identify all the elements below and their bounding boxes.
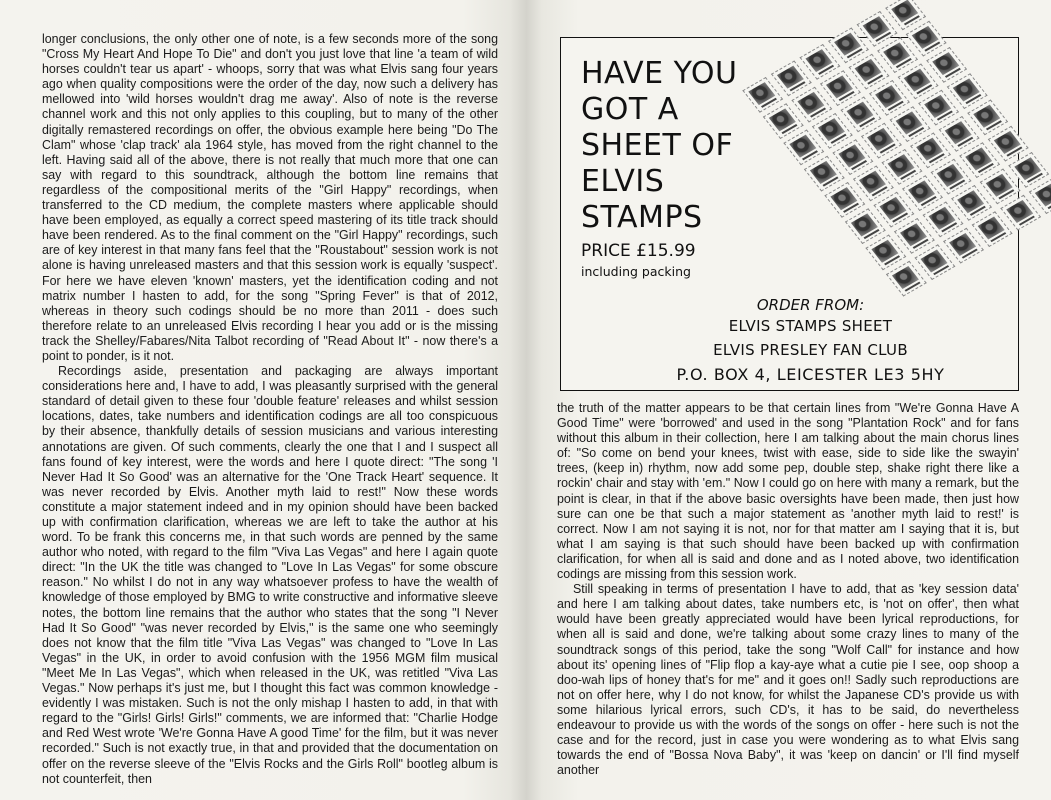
advert-headline-line-4: ELVIS [581,164,665,199]
left-paragraph-2: Recordings aside, presentation and packaging are always important considerations here and, I have to add, I was pleasantly surprised with the general standard of detail given to these four 'double feature' releases and whilst session locations, dates, take numbers and identification codings are all too conspicuous by their absence, thankfully details of session musicians and various interesting annotations are given. Of such comments, clearly the one that I and I suspect all fans found of key interest, were the words and here I quote direct: "The song 'I Never Had It So Good' was an alternative for the 'One Track Heart' sequence. It was never recorded by Elvis. Another myth laid to rest!" Now these words constitute a major statement indeed and in my opinion should have been backed up with confirmation clarification, whereas we are left to take the author at his word. To be frank this concerns me, in that such words are penned by the same author who noted, with regard to the film "Viva Las Vegas" and here I again quote direct: "In the UK the title was changed to "Love In Las Vegas" for some obscure reason." No whilst I do not in any way whatsoever profess to have the wealth of knowledge of those employed by BMG to write constructive and informative sleeve notes, the bottom line remains that the author who states that the song "I Never Had It So Good" "was never recorded by Elvis," is the same one who seemingly does not know that the film title "Viva Las Vegas" was changed to "Love In Las Vegas" in the UK, in order to avoid confusion with the 1956 MGM film musical "Meet Me In Las Vegas", which when released in the UK, was retitled "Viva Las Vegas." Now perhaps it's just me, but I thought this fact was common knowledge - evidently I was mistaken. Such is not the only mishap I hasten to add, in that with regard to the "Girls! Girls! Girls!" comments, we are informed that: "Charlie Hodge and Red West wrote 'We're Gonna Have A good Time' for the film, but it was never recorded." Such is not exactly true, in that and provided that the documentation on offer on the reverse sleeve of the "Elvis Rocks and the Girls Roll" bootleg album is not counterfeit, then [42,364,498,786]
advert-headline-line-5: STAMPS [581,200,703,235]
advert-address-line-3: P.O. BOX 4, LEICESTER LE3 5HY [676,365,945,384]
advert-headline-line-2: GOT A [581,92,679,127]
advert-packing-note: including packing [581,264,691,279]
right-paragraph-2: Still speaking in terms of presentation I have to add, that as 'key session data' and here I am talking about dates, take numbers etc, is 'not on offer', then what would have been greatly appreciated would have been lyrical reproductions, for when all is said and done, we're talking about some crazy lines to many of the soundtrack songs of this period, take the song "Wolf Call" for instance and how about its' opening lines of "Flip flop a kay-aye what a cutie pie I see, oop shoop a doo-wah lips of honey that's for me" and it goes on!! Sadly such reproductions are not on offer here, why I do not know, for whilst the Japanese CD's provide us with some hilarious lyrical errors, such CD's, it has to be said, do nevertheless endeavour to provide us with the words of the songs on offer - here such is not the case and for the record, just in case you were wondering as to what Elvis sang towards the end of "Bossa Nova Baby", it was 'keep on dancin' or I'll find myself another [557,582,1019,778]
advert-headline [581,56,737,236]
right-article-column [557,401,1019,778]
left-paragraph-1: longer conclusions, the only other one of note, is a few seconds more of the song "Cross My Heart And Hope To Die" and don't you just love that line 'a team of wild horses couldn't tear us apart' - whoops, sorry that was what Elvis sang four years ago when quality compositions were the order of the day, now such a delivery has mellowed into 'wild horses wouldn't drag me away'. Also of note is the reverse channel work and this not only applies to this coupling, but to many of the other digitally remastered recordings on offer, the obvious example here being "Do The Clam" whose 'clap track' ala 1964 style, has moved from the right channel to the left. Having said all of the above, there is not really that much more that one can say with regard to this soundtrack, although the bottom line remains that regardless of the compositional merits of the "Girl Happy" recordings, when transferred to the CD medium, the complete masters where applicable should have been employed, as equally a correct speed mastering of its title track should have been rendered. As to the final comment on the "Girl Happy" recordings, such are of key interest in that many fans feel that the "Roustabout" session work is not alone is having unreleased masters and that this session work is equally 'suspect'. For here we have eleven 'known' masters, yet the identification coding and not matrix number I hasten to add, for the song "Spring Fever" is that of 2012, whereas in theory such codings should be no more than 2011 - does such therefore relate to an unreleased Elvis recording I hear you add or is the missing track the Shelley/Fabares/Nita Talbot recording of "Read About It" - now there's a point to ponder, is it not. [42,32,498,363]
advert-order-from: ORDER FROM: [756,296,865,314]
stamp-grid [742,0,1051,297]
advert-headline-line-3: SHEET OF [581,128,734,163]
advert-address-line-1: ELVIS STAMPS SHEET [728,317,893,335]
advert-headline-line-1: HAVE YOU [581,56,738,91]
elvis-stamp-sheet-image [780,6,1051,318]
advert-address-line-2: ELVIS PRESLEY FAN CLUB [713,341,908,359]
right-paragraph-1: the truth of the matter appears to be that certain lines from "We're Gonna Have A Good Time" were 'borrowed' and used in the song "Plantation Rock" and for fans without this album in their collection, here I am talking about the main chorus lines of: "So come on bend your knees, twist with ease, side to side like the swayin' trees, (keep in) rhythm, now add some pep, double step, shake right there like a rockin' chair and stay with 'em." Now I could go on here with many a remark, but the point is clear, in that if the above basic oversights have been made, then just how sure can one be that such a major statement as 'another myth laid to rest!' is correct. Now I am not saying it is not, nor for that matter am I saying that it is, but what I am saying is that such should have been backed up with confirmation clarification, for when all is said and done and as I noted above, two identification codings are missing from this session work. [557,401,1019,582]
left-article-column [42,32,498,787]
advert-price: PRICE £15.99 [581,241,696,261]
